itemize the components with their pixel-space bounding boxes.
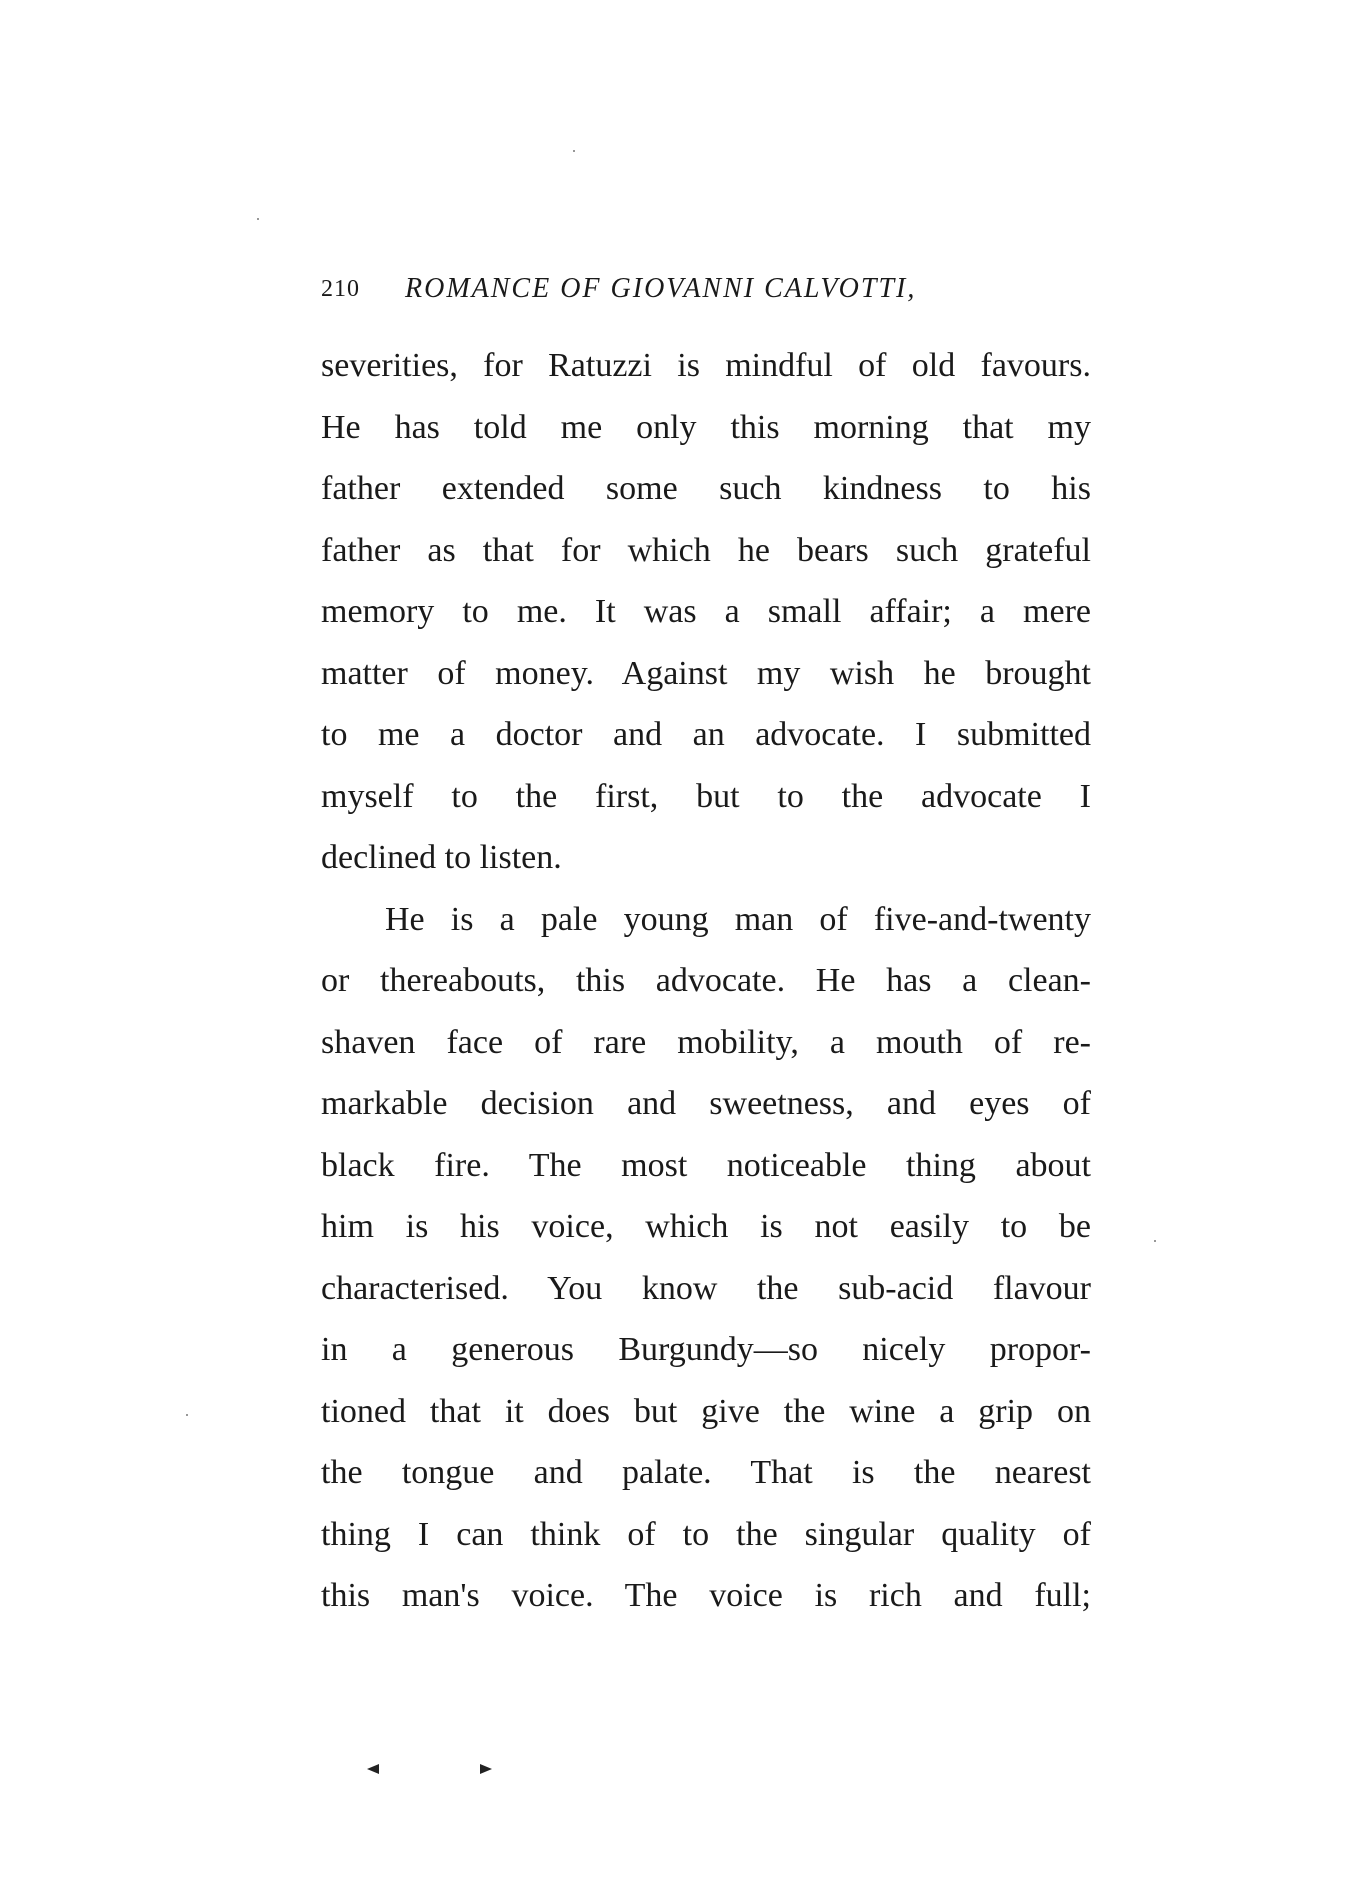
- text-line: or thereabouts, this advocate. He has a clean-: [321, 962, 1091, 999]
- text-line: matter of money. Against my wish he brought: [321, 654, 1091, 692]
- body-text: [321, 335, 1091, 1627]
- text-line: declined to listen.: [321, 839, 562, 876]
- text-line: in a generous Burgundy—so nicely propor-: [321, 1331, 1091, 1368]
- paper-speck: [186, 1414, 188, 1416]
- paper-speck: [573, 150, 575, 152]
- text-line: the tongue and palate. That is the nearest: [321, 1454, 1091, 1491]
- text-line: He has told me only this morning that my: [321, 408, 1091, 446]
- text-line: memory to me. It was a small affair; a mere: [321, 593, 1091, 630]
- text-line: He is a pale young man of five-and-twenty: [385, 900, 1091, 938]
- running-header: [321, 267, 1091, 311]
- right-print-mark-icon: [480, 1764, 492, 1774]
- text-line: father extended some such kindness to his: [321, 470, 1091, 507]
- text-line: father as that for which he bears such grateful: [321, 531, 1091, 569]
- text-line: black fire. The most noticeable thing about: [321, 1146, 1091, 1184]
- text-line: severities, for Ratuzzi is mindful of old favours.: [321, 347, 1091, 384]
- paper-speck: [257, 218, 259, 220]
- text-line: characterised. You know the sub-acid flavour: [321, 1269, 1091, 1307]
- text-line: tioned that it does but give the wine a grip on: [321, 1392, 1091, 1430]
- paper-speck: [1154, 1240, 1156, 1242]
- page-number: 210: [321, 276, 360, 302]
- running-title: ROMANCE OF GIOVANNI CALVOTTI,: [405, 273, 917, 304]
- left-print-mark-icon: [367, 1764, 379, 1774]
- text-line: thing I can think of to the singular quality of: [321, 1515, 1091, 1553]
- text-line: to me a doctor and an advocate. I submitted: [321, 716, 1091, 753]
- text-line: myself to the first, but to the advocate I: [321, 777, 1091, 815]
- text-line: him is his voice, which is not easily to be: [321, 1208, 1091, 1245]
- text-line: markable decision and sweetness, and eyes of: [321, 1085, 1091, 1122]
- text-line: this man's voice. The voice is rich and full;: [321, 1577, 1091, 1614]
- text-line: shaven face of rare mobility, a mouth of re-: [321, 1023, 1091, 1061]
